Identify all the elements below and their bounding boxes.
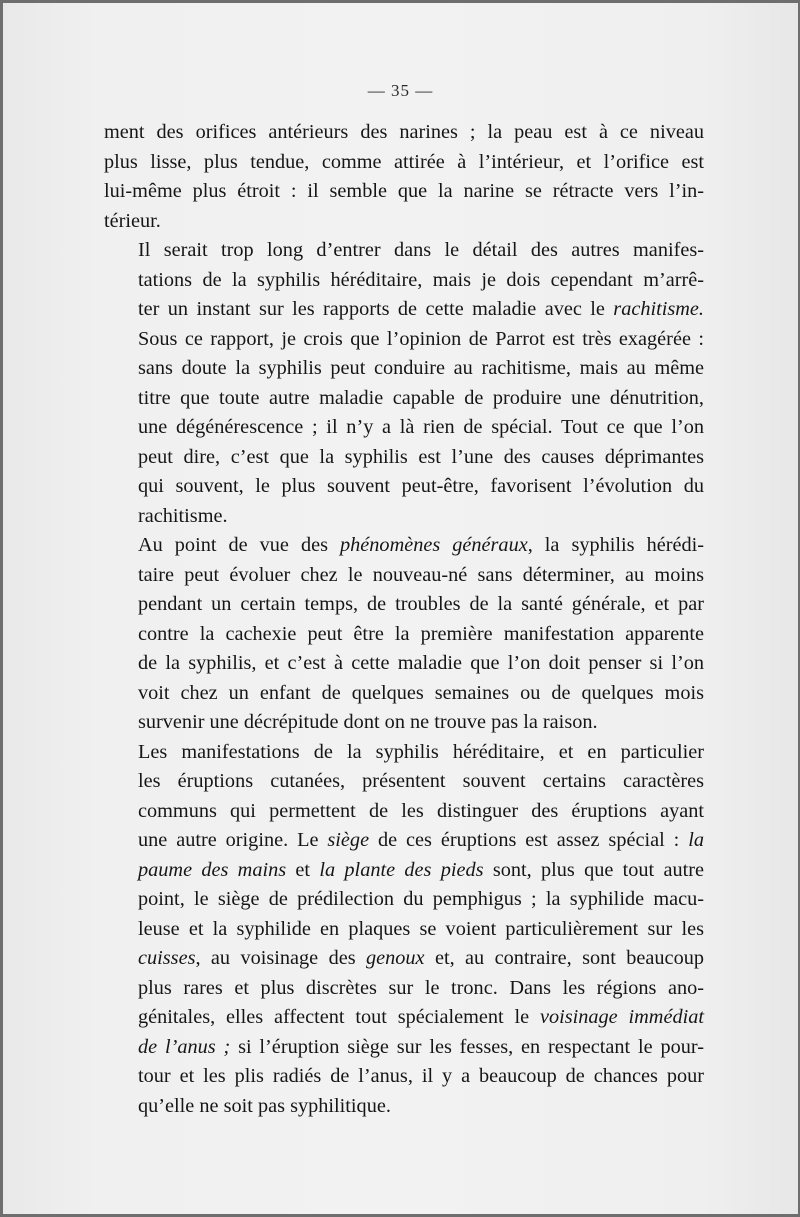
text-run: ter un instant sur les rapports de cette maladie avec le — [138, 298, 614, 320]
text-run: titre que toute autre maladie capable de produire une dénutrition, — [138, 386, 704, 409]
italic-text: paume des mains — [138, 858, 287, 881]
text-run: point, le siège de prédilection du pemphigus ; la syphilide macu- — [138, 888, 704, 910]
text-run: voit chez un enfant de quelques semaines ou de quelques mois — [138, 681, 704, 704]
text-run: leuse et la syphilide en plaques se voient particulièrement sur les — [138, 917, 704, 940]
text-line — [104, 177, 704, 207]
text-line — [104, 1062, 704, 1092]
text-run: Au point de vue des — [138, 534, 340, 556]
text-run: et — [286, 858, 320, 881]
text-line — [104, 325, 704, 355]
text-line — [104, 531, 704, 561]
text-run: Il serait trop long d’entrer dans le détail des autres manifes- — [138, 239, 704, 261]
italic-text: genoux — [365, 947, 425, 969]
text-line — [104, 797, 704, 827]
text-line — [104, 354, 704, 384]
paragraph — [104, 118, 704, 236]
text-run: une dégénérescence ; il n’y a là rien de spécial. Tout ce que l’on — [138, 416, 704, 438]
text-line — [104, 502, 704, 532]
text-run: taire peut évoluer chez le nouveau-né sans déterminer, au moins — [138, 563, 704, 586]
text-run: si l’éruption siège sur les fesses, en respectant le pour- — [230, 1035, 704, 1058]
text-line — [104, 443, 704, 473]
text-line — [104, 944, 704, 974]
text-run: térieur. — [104, 209, 161, 232]
italic-text: la — [688, 829, 704, 851]
text-line — [104, 974, 704, 1004]
book-page — [3, 3, 798, 1214]
text-run: lui-même plus étroit : il semble que la narine se rétracte vers l’in- — [104, 180, 704, 202]
text-line — [104, 1003, 704, 1033]
text-run: Les manifestations de la syphilis héréditaire, et en particulier — [138, 740, 704, 763]
text-run: qui souvent, le plus souvent peut-être, favorisent l’évolution du — [138, 475, 704, 497]
text-run: rachitisme. — [138, 504, 228, 527]
text-line — [104, 207, 704, 237]
text-line — [104, 295, 704, 325]
italic-text: phénomènes généraux — [340, 534, 528, 556]
text-run: Sous ce rapport, je crois que l’opinion de Parrot est très exagérée : — [138, 327, 704, 350]
text-line — [104, 885, 704, 915]
italic-text: la plante des pieds — [319, 858, 484, 881]
text-line — [104, 472, 704, 502]
text-line — [104, 620, 704, 650]
italic-text: siège — [327, 829, 370, 851]
italic-text: voisinage immédiat — [539, 1006, 704, 1028]
text-line — [104, 826, 704, 856]
page-number: — 35 — — [367, 81, 434, 100]
text-line — [104, 590, 704, 620]
text-line — [104, 384, 704, 414]
italic-text: rachitisme. — [613, 298, 704, 320]
text-run: communs qui permettent de les distinguer des éruptions ayant — [138, 799, 704, 822]
text-line — [104, 649, 704, 679]
body-text — [104, 118, 704, 1121]
paragraph — [104, 531, 704, 738]
text-run: génitales, elles affectent tout spécialement le — [138, 1006, 540, 1028]
text-run: pendant un certain temps, de troubles de la santé générale, et par — [138, 593, 704, 615]
text-line — [104, 1092, 704, 1122]
text-run: de la syphilis, et c’est à cette maladie que l’on doit penser si l’on — [138, 652, 704, 674]
text-run: une autre origine. Le — [138, 829, 328, 851]
text-line — [104, 856, 704, 886]
text-line — [104, 413, 704, 443]
text-line — [104, 266, 704, 296]
text-line — [104, 148, 704, 178]
text-line — [104, 118, 704, 148]
text-run: survenir une décrépitude dont on ne trouve pas la raison. — [138, 711, 598, 733]
text-run: ment des orifices antérieurs des narines ; la peau est à ce niveau — [104, 121, 704, 143]
italic-text: cuisses — [138, 947, 196, 969]
text-line — [104, 236, 704, 266]
text-run: , la syphilis hérédi- — [527, 534, 704, 556]
text-run: de ces éruptions est assez spécial : — [369, 829, 689, 851]
text-line — [104, 738, 704, 768]
text-line — [104, 915, 704, 945]
text-run: peut dire, c’est que la syphilis est l’une des causes déprimantes — [138, 445, 704, 468]
text-line — [104, 679, 704, 709]
text-run: tations de la syphilis héréditaire, mais je dois cependant m’arrê- — [138, 268, 704, 291]
text-run: sont, plus que tout autre — [483, 858, 705, 881]
text-run: les éruptions cutanées, présentent souvent certains caractères — [138, 770, 704, 792]
text-run: tour et les plis radiés de l’anus, il y a beaucoup de chances pour — [138, 1065, 704, 1087]
paragraph — [104, 738, 704, 1122]
text-line — [104, 708, 704, 738]
text-line — [104, 561, 704, 591]
text-run: plus lisse, plus tendue, comme attirée à l’intérieur, et l’orifice est — [104, 150, 704, 173]
text-run: et, au contraire, sont beaucoup — [424, 947, 704, 969]
italic-text: de l’anus ; — [138, 1035, 231, 1058]
text-run: plus rares et plus discrètes sur le tronc. Dans les régions ano- — [138, 976, 704, 999]
text-run: qu’elle ne soit pas syphilitique. — [138, 1094, 391, 1117]
text-run: sans doute la syphilis peut conduire au rachitisme, mais au même — [138, 357, 704, 379]
text-line — [104, 767, 704, 797]
paragraph — [104, 236, 704, 531]
text-line — [104, 1033, 704, 1063]
text-run: contre la cachexie peut être la première manifestation apparente — [138, 622, 704, 645]
text-run: , au voisinage des — [195, 947, 366, 969]
